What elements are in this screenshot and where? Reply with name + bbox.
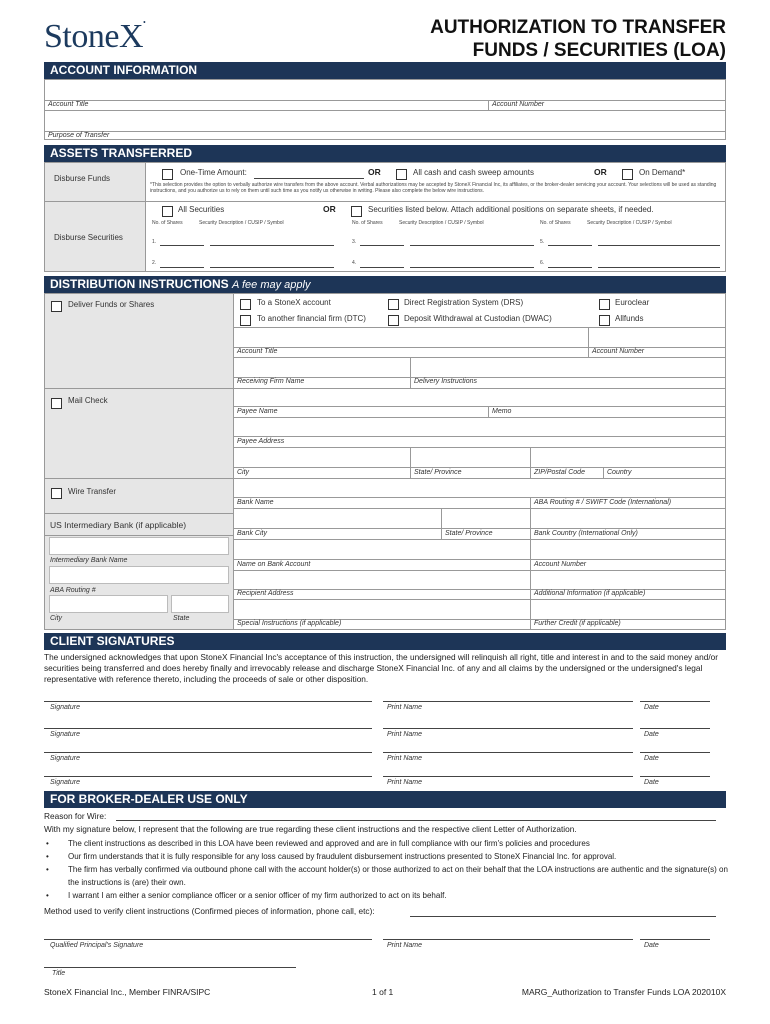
intermediary-name-field[interactable]	[49, 537, 229, 555]
title-line[interactable]	[44, 967, 296, 968]
additional-info-label: Additional Information (if applicable)	[534, 590, 646, 597]
bank-account-number-label: Account Number	[534, 561, 587, 568]
date-label: Date	[644, 731, 659, 738]
securities-listed-checkbox[interactable]	[351, 206, 362, 217]
shares-field[interactable]	[360, 245, 404, 246]
print-name-label: Print Name	[387, 755, 423, 762]
mail-check-checkbox[interactable]	[51, 398, 62, 409]
purpose-label: Purpose of Transfer	[48, 132, 110, 139]
euroclear-checkbox[interactable]	[599, 299, 610, 310]
row-number: 2.	[152, 260, 157, 266]
deliver-label: Deliver Funds or Shares	[68, 300, 155, 309]
aba-routing-field[interactable]	[49, 566, 229, 584]
signature-label: Signature	[50, 731, 80, 738]
qp-print-name-label: Print Name	[387, 942, 423, 949]
date-label: Date	[644, 779, 659, 786]
page-title: AUTHORIZATION TO TRANSFER FUNDS / SECURITIES (LOA)	[430, 17, 726, 61]
title-label: Title	[52, 970, 66, 977]
broker-bullets	[46, 837, 728, 902]
deliver-checkbox[interactable]	[51, 301, 62, 312]
dwac-checkbox[interactable]	[388, 315, 399, 326]
assets-heading: ASSETS TRANSFERRED	[44, 145, 726, 162]
qp-date-label: Date	[644, 942, 659, 949]
footer-right: MARG_Authorization to Transfer Funds LOA 202010X	[521, 987, 726, 997]
further-credit-label: Further Credit (if applicable)	[534, 620, 621, 627]
broker-intro: With my signature below, I represent that the following are true regarding these client instructions and the respective client Letter of Authorization.	[44, 824, 577, 834]
one-time-label: One-Time Amount:	[180, 168, 247, 177]
print-name-label: Print Name	[387, 731, 423, 738]
row-number: 3.	[352, 239, 357, 245]
shares-field[interactable]	[548, 267, 592, 268]
on-demand-checkbox[interactable]	[622, 169, 633, 180]
delivery-instructions-label: Delivery Instructions	[414, 378, 478, 385]
method-field[interactable]	[410, 916, 716, 917]
print-name-line[interactable]	[383, 701, 633, 702]
print-name-label: Print Name	[387, 779, 423, 786]
drs-label: Direct Registration System (DRS)	[404, 298, 524, 307]
desc-field[interactable]	[598, 245, 720, 246]
footer-page: 1 of 1	[372, 987, 394, 997]
print-name-line[interactable]	[383, 728, 633, 729]
row-number: 1.	[152, 239, 157, 245]
reason-label: Reason for Wire:	[44, 811, 107, 821]
disburse-securities-label: Disburse Securities	[54, 233, 123, 242]
signatures-heading: CLIENT SIGNATURES	[44, 633, 726, 650]
payee-name-label: Payee Name	[237, 408, 278, 415]
dist-account-number-label: Account Number	[592, 348, 645, 355]
row-number: 5.	[540, 239, 545, 245]
shares-field[interactable]	[360, 267, 404, 268]
allfunds-label: Allfunds	[615, 314, 644, 323]
signature-label: Signature	[50, 704, 80, 711]
row-number: 6.	[540, 260, 545, 266]
bullet-item: • The client instructions as described in this LOA have been reviewed and approved and are in full compliance with our firm's policies and procedures	[46, 837, 728, 850]
date-line[interactable]	[640, 728, 710, 729]
print-name-line[interactable]	[383, 776, 633, 777]
bank-country-label: Bank Country (International Only)	[534, 530, 638, 537]
purpose-field[interactable]	[48, 112, 722, 130]
special-instructions-label: Special Instructions (if applicable)	[237, 620, 342, 627]
int-city-field[interactable]	[49, 595, 168, 613]
signature-line[interactable]	[44, 728, 372, 729]
allfunds-checkbox[interactable]	[599, 315, 610, 326]
col-shares-3: No. of Shares	[540, 220, 571, 226]
signatures-text: The undersigned acknowledges that upon StoneX Financial Inc's acceptance of this instruction, the undersigned will relinquish all right, title and interest in and to the said money and/or securities being transferred and does hereby finally and irrevocably release and discharge StoneX Financial Inc. of any and all claims by the undersigned or the undersigned's legal representative with reference thereto, including the proceeds of sale or other disposition.	[44, 652, 719, 684]
euroclear-label: Euroclear	[615, 298, 650, 307]
int-state-field[interactable]	[171, 595, 229, 613]
memo-label: Memo	[492, 408, 512, 415]
shares-field[interactable]	[160, 245, 204, 246]
distribution-heading: DISTRIBUTION INSTRUCTIONS A fee may apply	[44, 276, 726, 293]
desc-field[interactable]	[410, 267, 534, 268]
on-demand-note: *This selection provides the option to verbally authorize wire transfers from the above account. Verbal authorizations may be accepted by StoneX Financial Inc, its affiliates, or the broker-dealer servicing your account. Your selections will be used as standing instructions, and you authorize us to rely on them until such time as you notify us otherwise in writing. Please also complete the below wire instructions.	[150, 182, 717, 194]
mail-check-label: Mail Check	[68, 396, 108, 405]
broker-heading: FOR BROKER-DEALER USE ONLY	[44, 791, 726, 808]
bullet-item: • The firm has verbally confirmed via outbound phone call with the account holder(s) or those authorized to act on their behalf that the LOA instructions are authentic and the signature(s) on the instructions is (are) their own.	[46, 863, 728, 889]
account-number-label: Account Number	[492, 101, 545, 108]
desc-field[interactable]	[210, 267, 334, 268]
col-shares-1: No. of Shares	[152, 220, 183, 226]
signature-label: Signature	[50, 779, 80, 786]
shares-field[interactable]	[548, 245, 592, 246]
all-cash-checkbox[interactable]	[396, 169, 407, 180]
account-info-heading: ACCOUNT INFORMATION	[44, 62, 726, 79]
signature-line[interactable]	[44, 776, 372, 777]
dwac-label: Deposit Withdrawal at Custodian (DWAC)	[404, 314, 552, 323]
us-intermediary-label: US Intermediary Bank (if applicable)	[50, 520, 187, 530]
desc-field[interactable]	[210, 245, 334, 246]
all-cash-label: All cash and cash sweep amounts	[413, 168, 534, 177]
aba-swift-label: ABA Routing # / SWIFT Code (International)	[534, 499, 672, 506]
print-name-label: Print Name	[387, 704, 423, 711]
bank-name-label: Bank Name	[237, 499, 274, 506]
int-city-label: City	[50, 615, 63, 622]
payee-address-label: Payee Address	[237, 438, 285, 445]
print-name-line[interactable]	[383, 752, 633, 753]
col-desc-3: Security Description / CUSIP / Symbol	[587, 220, 672, 226]
all-securities-label: All Securities	[178, 205, 225, 214]
bullet-item: • Our firm understands that it is fully responsible for any loss caused by fraudulent disbursement instructions presented to StoneX Financial Inc. for approval.	[46, 850, 728, 863]
bullet-item: • I warrant I am either a senior compliance officer or a senior officer of my firm authorized to act on its behalf.	[46, 889, 728, 902]
bank-city-label: Bank City	[237, 530, 267, 537]
name-on-account-label: Name on Bank Account	[237, 561, 311, 568]
date-label: Date	[644, 704, 659, 711]
qp-signature-line[interactable]	[44, 939, 372, 940]
securities-listed-label: Securities listed below. Attach additional positions on separate sheets, if needed.	[368, 205, 654, 214]
footer-left: StoneX Financial Inc., Member FINRA/SIPC	[44, 987, 211, 997]
method-label: Method used to verify client instructions (Confirmed pieces of information, phone call, etc):	[44, 906, 375, 916]
signature-label: Signature	[50, 755, 80, 762]
bank-state-label: State/ Province	[445, 530, 493, 537]
reason-field[interactable]	[116, 820, 716, 821]
col-shares-2: No. of Shares	[352, 220, 383, 226]
desc-field[interactable]	[598, 267, 720, 268]
date-label: Date	[644, 755, 659, 762]
wire-label: Wire Transfer	[68, 487, 117, 496]
disburse-funds-label: Disburse Funds	[54, 174, 111, 183]
drs-checkbox[interactable]	[388, 299, 399, 310]
date-line[interactable]	[640, 752, 710, 753]
to-other-label: To another financial firm (DTC)	[257, 314, 366, 323]
recipient-address-label: Recipient Address	[237, 590, 294, 597]
country-label: Country	[607, 469, 632, 476]
aba-routing-label: ABA Routing #	[50, 587, 96, 594]
wire-checkbox[interactable]	[51, 488, 62, 499]
one-time-amount-field[interactable]	[254, 178, 364, 179]
row-number: 4.	[352, 260, 357, 266]
signature-line[interactable]	[44, 701, 372, 702]
col-desc-2: Security Description / CUSIP / Symbol	[399, 220, 484, 226]
dist-account-title-label: Account Title	[237, 348, 278, 355]
or-label: OR	[594, 167, 607, 177]
or-label: OR	[323, 204, 336, 214]
qp-date-line[interactable]	[640, 939, 710, 940]
zip-label: ZIP/Postal Code	[534, 469, 585, 476]
city-label: City	[237, 469, 250, 476]
one-time-checkbox[interactable]	[162, 169, 173, 180]
account-title-field[interactable]	[48, 82, 722, 98]
state-label: State/ Province	[414, 469, 462, 476]
shares-field[interactable]	[160, 267, 204, 268]
receiving-firm-label: Receiving Firm Name	[237, 378, 305, 385]
signature-line[interactable]	[44, 752, 372, 753]
account-title-label: Account Title	[48, 101, 89, 108]
or-label: OR	[368, 167, 381, 177]
col-desc-1: Security Description / CUSIP / Symbol	[199, 220, 284, 226]
date-line[interactable]	[640, 776, 710, 777]
date-line[interactable]	[640, 701, 710, 702]
on-demand-label: On Demand*	[639, 168, 686, 177]
all-securities-checkbox[interactable]	[162, 206, 173, 217]
intermediary-name-label: Intermediary Bank Name	[50, 557, 128, 564]
to-other-checkbox[interactable]	[240, 315, 251, 326]
desc-field[interactable]	[410, 245, 534, 246]
qp-print-name-line[interactable]	[383, 939, 633, 940]
int-state-label: State	[173, 615, 190, 622]
to-stonex-checkbox[interactable]	[240, 299, 251, 310]
to-stonex-label: To a StoneX account	[257, 298, 331, 307]
stonex-logo: StoneX•	[44, 18, 146, 55]
qp-signature-label: Qualified Principal's Signature	[50, 942, 144, 949]
